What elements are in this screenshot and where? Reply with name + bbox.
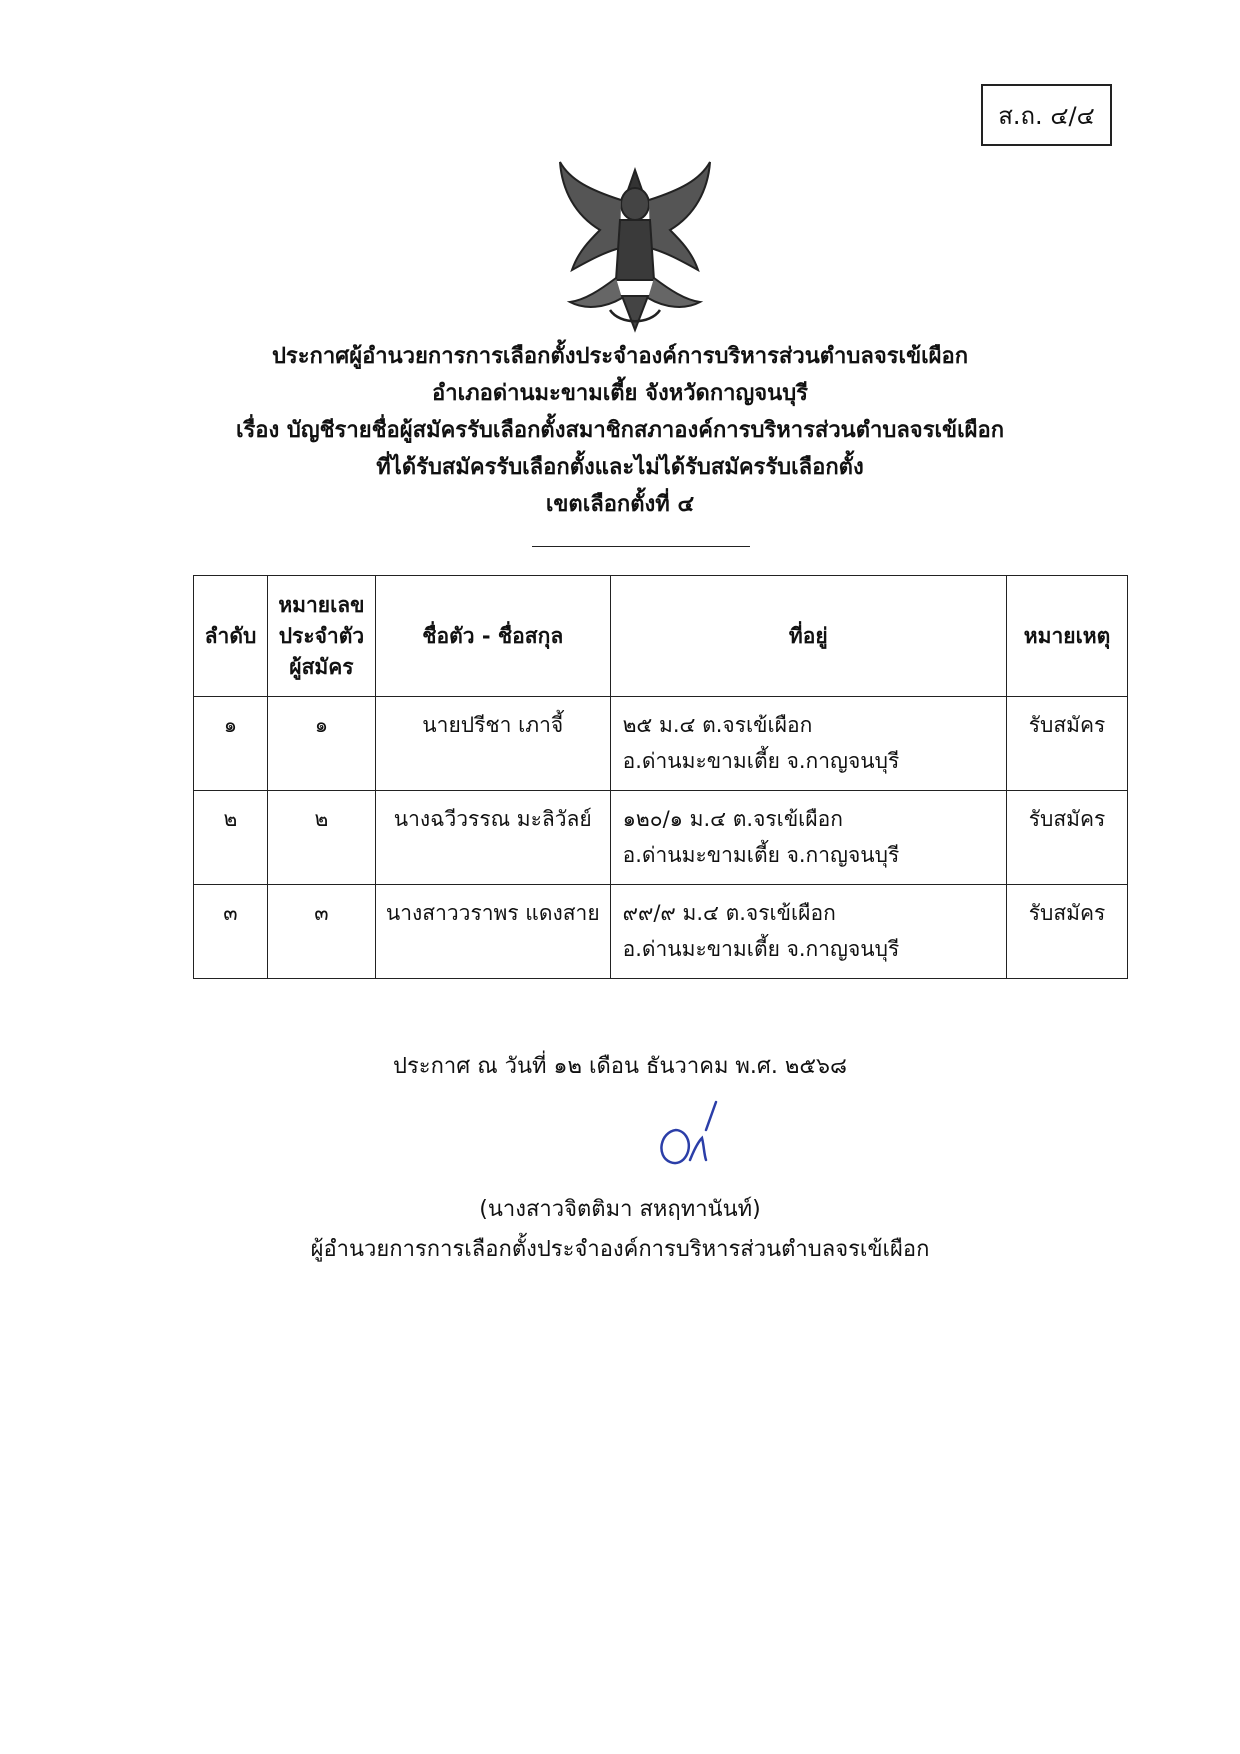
header-candidate-number [267, 576, 375, 697]
table-row [194, 791, 1128, 885]
heading-divider [532, 546, 750, 547]
row-name: นางสาววราพร แดงสาย [375, 885, 610, 979]
form-code-text: ส.ถ. ๔/๔ [998, 101, 1095, 130]
row-remark: รับสมัคร [1007, 791, 1128, 885]
signer-block [150, 1190, 1090, 1270]
row-address [610, 791, 1006, 885]
row-candidate-number: ๒ [267, 791, 375, 885]
announcement-date: ประกาศ ณ วันที่ ๑๒ เดือน ธันวาคม พ.ศ. ๒๕๖๘ [393, 1054, 847, 1079]
address-line-2: อ.ด่านมะขามเตี้ย จ.กาญจนบุรี [622, 749, 900, 773]
header-order: ลำดับ [194, 576, 268, 697]
row-remark: รับสมัคร [1007, 885, 1128, 979]
announcement-heading [150, 338, 1090, 523]
header-number-line-1: หมายเลข [278, 592, 365, 617]
address-line-1: ๒๕ ม.๔ ต.จรเข้เผือก [622, 713, 813, 737]
heading-line-5: เขตเลือกตั้งที่ ๔ [545, 492, 695, 517]
signer-title: ผู้อำนวยการการเลือกตั้งประจำองค์การบริหารส่วนตำบลจรเข้เผือก [310, 1237, 930, 1262]
row-order: ๓ [194, 885, 268, 979]
heading-line-1: ประกาศผู้อำนวยการการเลือกตั้งประจำองค์การบริหารส่วนตำบลจรเข้เผือก [271, 344, 969, 369]
row-candidate-number: ๑ [267, 697, 375, 791]
garuda-emblem-icon [550, 160, 720, 340]
address-line-1: ๑๒๐/๑ ม.๔ ต.จรเข้เผือก [622, 807, 843, 831]
table-row [194, 697, 1128, 791]
header-name: ชื่อตัว - ชื่อสกุล [375, 576, 610, 697]
row-name: นางฉวีวรรณ มะลิวัลย์ [375, 791, 610, 885]
heading-line-2: อำเภอด่านมะขามเตี้ย จังหวัดกาญจนบุรี [432, 381, 808, 406]
address-line-1: ๙๙/๙ ม.๔ ต.จรเข้เผือก [622, 901, 836, 925]
table-row [194, 885, 1128, 979]
address-line-2: อ.ด่านมะขามเตี้ย จ.กาญจนบุรี [622, 937, 900, 961]
handwritten-signature-icon [650, 1100, 730, 1172]
row-address [610, 885, 1006, 979]
table-header-row [194, 576, 1128, 697]
signer-name: (นางสาวจิตติมา สหฤทานันท์) [479, 1197, 761, 1222]
heading-line-4: ที่ได้รับสมัครรับเลือกตั้งและไม่ได้รับสมัครรับเลือกตั้ง [376, 455, 864, 480]
header-address: ที่อยู่ [610, 576, 1006, 697]
row-order: ๑ [194, 697, 268, 791]
header-number-line-2: ประจำตัว [278, 623, 365, 648]
header-number-line-3: ผู้สมัคร [289, 654, 354, 679]
form-code-box [981, 84, 1112, 146]
row-name: นายปรีชา เภาจี้ [375, 697, 610, 791]
row-candidate-number: ๓ [267, 885, 375, 979]
header-remark: หมายเหตุ [1007, 576, 1128, 697]
address-line-2: อ.ด่านมะขามเตี้ย จ.กาญจนบุรี [622, 843, 900, 867]
heading-line-3: เรื่อง บัญชีรายชื่อผู้สมัครรับเลือกตั้งสมาชิกสภาองค์การบริหารส่วนตำบลจรเข้เผือก [235, 418, 1005, 443]
row-order: ๒ [194, 791, 268, 885]
row-address [610, 697, 1006, 791]
row-remark: รับสมัคร [1007, 697, 1128, 791]
candidate-table [193, 575, 1128, 979]
